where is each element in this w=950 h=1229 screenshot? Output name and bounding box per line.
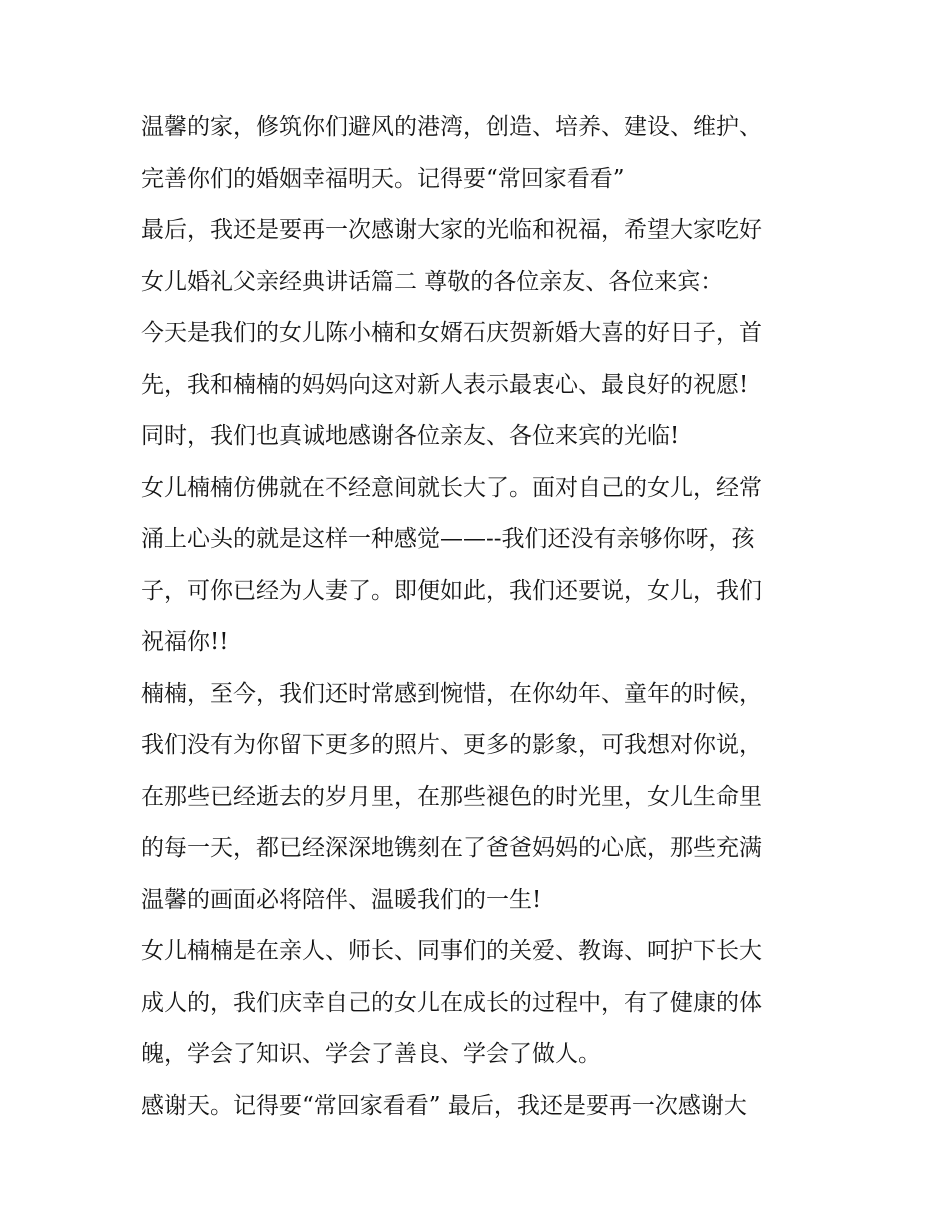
text-line: 在那些已经逝去的岁月里，在那些褪色的时光里，女儿生命里 [141,783,762,810]
text-line: 女儿楠楠是在亲人、师长、同事们的关爱、教诲、呵护下长大 [141,938,762,964]
text-line: 感谢天。记得要“常回家看看” 最后，我还是要再一次感谢大 [141,1092,747,1119]
text-line: 完善你们的婚姻幸福明天。记得要“常回家看看” [141,165,625,192]
text-line: 先，我和楠楠的妈妈向这对新人表示最衷心、最良好的祝愿! [141,371,749,398]
text-line: 温馨的家，修筑你们避风的港湾，创造、培养、建设、维护、 [141,114,762,140]
text-line: 子，可你已经为人妻了。即便如此，我们还要说，女儿，我们 [141,577,762,604]
body-text [141,102,831,1132]
text-line: 成人的，我们庆幸自己的女儿在成长的过程中，有了健康的体 [141,989,762,1016]
text-line: 我们没有为你留下更多的照片、更多的影象，可我想对你说， [141,732,762,758]
text-line: 同时，我们也真诚地感谢各位亲友、各位来宾的光临! [141,423,680,449]
text-line: 女儿婚礼父亲经典讲话篇二 尊敬的各位亲友、各位来宾： [141,268,724,295]
text-line: 温馨的画面必将陪伴、温暖我们的一生! [141,886,542,913]
text-line: 今天是我们的女儿陈小楠和女婿石庆贺新婚大喜的好日子，首 [141,320,762,346]
text-line: 的每一天，都已经深深地镌刻在了爸爸妈妈的心底，那些充满 [141,835,762,861]
text-line: 魄，学会了知识、学会了善良、学会了做人。 [141,1041,601,1067]
text-line: 涌上心头的就是这样一种感觉——--我们还没有亲够你呀，孩 [141,526,755,552]
text-line: 最后，我还是要再一次感谢大家的光临和祝福，希望大家吃好 [141,217,762,243]
text-line: 女儿楠楠仿佛就在不经意间就长大了。面对自己的女儿，经常 [141,474,762,501]
text-line: 祝福你!! [141,629,229,655]
text-line: 楠楠，至今，我们还时常感到惋惜，在你幼年、童年的时候， [141,680,762,707]
